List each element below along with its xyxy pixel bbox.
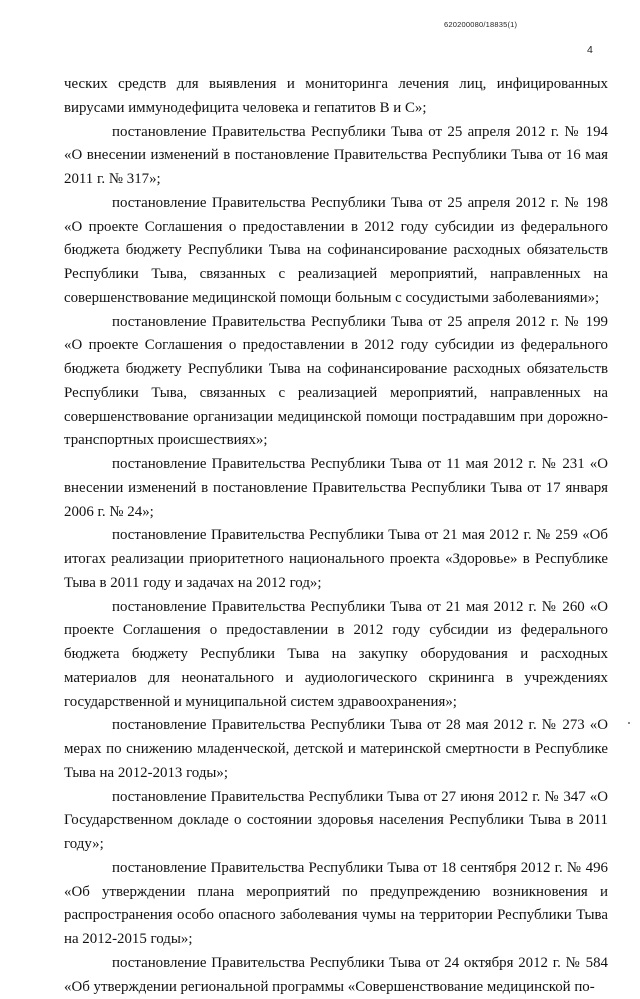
document-paragraph: постановление Правительства Республики Тыва от 25 апреля 2012 г. № 194 «О внесении изменений в постановление Правительства Республики Тыва от 16 мая 2011 г. № 317»; — [64, 123, 608, 187]
document-paragraph: постановление Правительства Республики Тыва от 28 мая 2012 г. № 273 «О мерах по снижению младенческой, детской и материнской смертности в Республике Тыва на 2012-2013 годы»; — [64, 717, 608, 781]
document-body — [64, 73, 608, 999]
document-paragraph: постановление Правительства Республики Тыва от 11 мая 2012 г. № 231 «О внесении изменений в постановление Правительства Республики Тыва от 17 января 2006 г. № 24»; — [64, 456, 608, 520]
document-paragraph: ческих средств для выявления и мониторинга лечения лиц, инфицированных вирусами иммунодефицита человека и гепатитов В и С»; — [64, 76, 608, 116]
document-paragraph: постановление Правительства Республики Тыва от 18 сентября 2012 г. № 496 «Об утверждении плана мероприятий по предупреждению возникновения и распространения особо опасного заболевания чумы на территории Республики Тыва на 2012-2015 годы»; — [64, 859, 608, 947]
document-paragraph: постановление Правительства Республики Тыва от 25 апреля 2012 г. № 199 «О проекте Соглашения о предоставлении в 2012 году субсидии из федерального бюджета бюджету Республики Тыва на софинансирование расходных обязательств Республики Тыва, связанных с реализацией мероприятий, направленных на совершенствование организации медицинской помощи пострадавшим при дорожно-транспортных происшествиях»; — [64, 313, 608, 449]
document-paragraph: постановление Правительства Республики Тыва от 27 июня 2012 г. № 347 «О Государственном докладе о состоянии здоровья населения Республики Тыва в 2011 году»; — [64, 788, 608, 852]
document-paragraph: постановление Правительства Республики Тыва от 21 мая 2012 г. № 259 «Об итогах реализации приоритетного национального проекта «Здоровье» в Республике Тыва в 2011 году и задачах на 2012 год»; — [64, 527, 608, 591]
document-paragraph: постановление Правительства Республики Тыва от 21 мая 2012 г. № 260 «О проекте Соглашения о предоставлении в 2012 году субсидии из федерального бюджета бюджету Республики Тыва на закупку оборудования и расходных материалов для неонатального и аудиологического скрининга в учреждениях государственной и муниципальной систем здравоохранения»; — [64, 598, 608, 710]
document-paragraph: постановление Правительства Республики Тыва от 25 апреля 2012 г. № 198 «О проекте Соглашения о предоставлении в 2012 году субсидии из федерального бюджета бюджету Республики Тыва на софинансирование расходных обязательств Республики Тыва, связанных с реализацией мероприятий, направленных на совершенствование медицинской помощи больным с сосудистыми заболеваниями»; — [64, 194, 608, 306]
page-number: 4 — [587, 44, 593, 56]
document-id: 620200080/18835(1) — [444, 20, 518, 29]
scan-speck — [628, 722, 630, 724]
document-paragraph: постановление Правительства Республики Тыва от 24 октября 2012 г. № 584 «Об утверждении региональной программы «Совершенствование медицинской по- — [64, 954, 608, 995]
